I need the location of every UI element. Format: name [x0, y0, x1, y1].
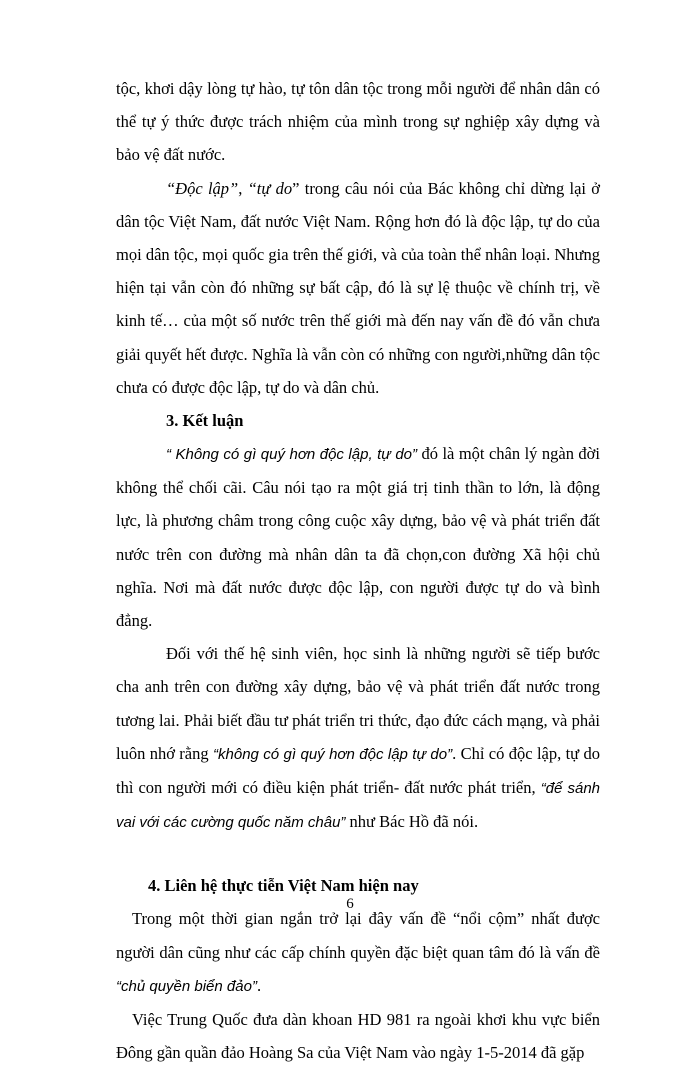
paragraph-5-text-a: Trong một thời gian ngắn trở lại đây vấn đề “nổi cộm” nhất được người dân cũng như các cấp chính quyền đặc biệt quan tâm đó là vấn đề [116, 909, 600, 962]
paragraph-4-text-c: như Bác Hồ đã nói. [345, 812, 479, 832]
paragraph-4-text-b: . Chỉ có độc lập, tự do thì con người mới có điều kiện phát triển- đất nước phát triển, [116, 743, 600, 798]
paragraph-2 [116, 172, 600, 404]
quote-khong-co-gi-2: “không có gì quý hơn độc lập tự do” [213, 745, 453, 763]
paragraph-5 [116, 902, 600, 1003]
quote-sanh-vai: “để sánh vai với các cường quốc năm châu” [116, 780, 601, 832]
paragraph-5-text-b: . [256, 975, 262, 995]
quote-doc-lap: “Độc lập” [166, 178, 239, 198]
paragraph-1: tộc, khơi dậy lòng tự hào, tự tôn dân tộc trong mỗi người để nhân dân có thể tự ý thức được trách nhiệm của mình trong sự nghiệp xây dựng và bảo vệ đất nước. [116, 79, 600, 165]
paragraph-3-text: đó là một chân lý ngàn đời không thể chối cãi. Câu nói tạo ra một giá trị tinh thần to lớn, là động lực, là phương châm trong công cuộc xây dựng, bảo vệ và phát triển đất nước trên con đường mà nhân dân ta đã chọn,con đường Xã hội chủ nghĩa. Nơi mà đất nước được độc lập, con người được tự do và bình đẳng. [116, 444, 600, 631]
quote-khong-co-gi: “ Không có gì quý hơn độc lập, tự do” [166, 446, 417, 464]
paragraph-3 [116, 437, 600, 637]
separator: , [238, 178, 248, 198]
heading-ket-luan: 3. Kết luận [166, 411, 244, 431]
document-page [116, 72, 600, 1069]
paragraph-6: Việc Trung Quốc đưa dàn khoan HD 981 ra ngoài khơi khu vực biển Đông gần quần đảo Hoàng Sa của Việt Nam vào ngày 1-5-2014 đã gặp [116, 1010, 600, 1063]
heading-lien-he: 4. Liên hệ thực tiễn Việt Nam hiện nay [148, 876, 419, 896]
quote-chu-quyen: “chủ quyền biển đảo” [116, 977, 257, 995]
paragraph-4 [116, 637, 600, 839]
quote-tu-do: “tự do [247, 178, 293, 198]
page-number: 6 [346, 896, 354, 912]
paragraph-2-text: ” trong câu nói của Bác không chỉ dừng lại ở dân tộc Việt Nam, đất nước Việt Nam. Rộng hơn đó là độc lập, tự do của mọi dân tộc, mọi quốc gia trên thế giới, và của toàn thể nhân loại. Nhưng hiện tại vẫn còn đó những sự bất cập, đó là sự lệ thuộc về chính trị, về kinh tế… của một số nước trên thế giới mà đến nay vấn đề đó vẫn chưa giải quyết hết được. Nghĩa là vẫn còn có những con người,những dân tộc chưa có được độc lập, tự do và dân chủ. [116, 178, 600, 397]
paragraph-4-text-a: Đối với thế hệ sinh viên, học sinh là những người sẽ tiếp bước cha anh trên con đường xây dựng, bảo vệ và phát triển đất nước trong tương lai. Phải biết đầu tư phát triển tri thức, đạo đức cách mạng, và phải luôn nhớ rằng [116, 644, 600, 763]
